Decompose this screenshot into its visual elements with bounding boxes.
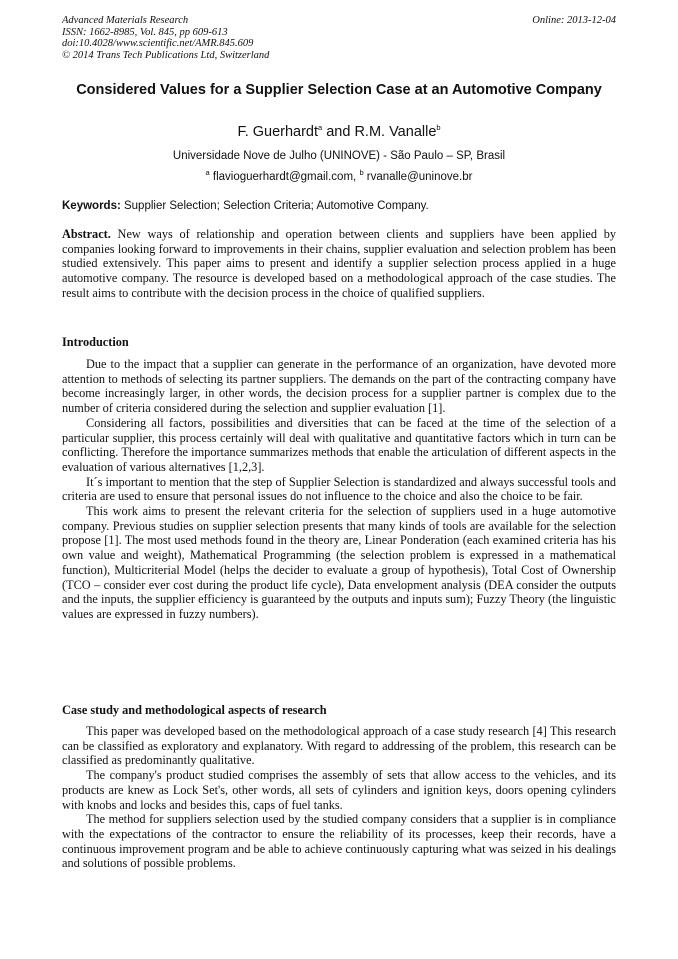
issn-line: ISSN: 1662-8985, Vol. 845, pp 609-613 [62, 26, 228, 38]
email-a-mark: a [205, 168, 210, 178]
abstract-label: Abstract. [62, 227, 111, 241]
author-emails [62, 170, 616, 185]
abstract [62, 227, 616, 301]
online-date: Online: 2013-12-04 [532, 15, 616, 26]
affiliation: Universidade Nove de Julho (UNINOVE) - São Paulo – SP, Brasil [172, 150, 506, 162]
introduction-heading: Introduction [62, 335, 129, 349]
case-study-heading: Case study and methodological aspects of research [62, 703, 327, 717]
keywords-label: Keywords: [62, 200, 121, 212]
case-study-paragraph: The company's product studied comprises the assembly of sets that allow access to the vehicles, and its products are knew as Lock Set's, other words, all sets of cylinders and ignition keys, doors opening cylinders with knobs and locks and besides this, caps of fuel tanks. [62, 768, 616, 812]
doi-line: doi:10.4028/www.scientific.net/AMR.845.609 [62, 38, 254, 49]
author-vanalle-affil-mark: b [436, 123, 441, 133]
author-vanalle: R.M. Vanalle [354, 124, 437, 140]
introduction-section [62, 357, 616, 622]
abstract-text: New ways of relationship and operation between clients and suppliers have been applied by companies looking forward to improvements in their chains, supplier evaluation and selection problem has been studied extensively. This paper aims to present and identify a supplier selection process applied in a huge automotive company. The resource is developed based on a methodological approach of the case studies. The result aims to contribute with the decision process in the choice of qualified suppliers. [62, 227, 616, 300]
keywords-text: Supplier Selection; Selection Criteria; Automotive Company. [120, 200, 429, 212]
author-conjunction: and [322, 124, 355, 140]
email-guerhardt: flavioguerhardt@gmail.com, [209, 171, 360, 183]
paper-title: Considered Values for a Supplier Selection Case at an Automotive Company [76, 82, 602, 98]
case-study-paragraph: The method for suppliers selection used by the studied company considers that a supplier is in compliance with the expectations of the contractor to ensure the reliability of its processes, keep their records, have a continuous improvement program and be able to achieve continuously capturing what was seized in his dealings and solutions of possible problems. [62, 812, 616, 871]
keywords [62, 199, 616, 214]
intro-paragraph: It´s important to mention that the step of Supplier Selection is standardized and always successful tools and criteria are used to ensure that personal issues do not influence to the choice and also the choice to be fair. [62, 474, 616, 504]
journal-name: Advanced Materials Research [62, 15, 189, 26]
intro-paragraph: Due to the impact that a supplier can generate in the performance of an organization, have devoted more attention to methods of selecting its partner suppliers. The demands on the part of the contracting company have become increasingly larger, in other words, the decision process for a supplier partner is complex due to the number of criteria considered during the selection and supplier evaluation [1]. [62, 357, 616, 416]
author-guerhardt-affil-mark: a [318, 123, 323, 133]
intro-paragraph: Considering all factors, possibilities and diversities that can be faced at the time of the selection of a particular supplier, this process certainly will deal with qualitative and quantitative factors which in turn can be conflicting. Therefore the importance summarizes methods that enable the articulation of different aspects in the evaluation of various alternatives [1,2,3]. [62, 415, 616, 474]
journal-header [62, 15, 616, 61]
email-vanalle: rvanalle@uninove.br [363, 171, 473, 183]
author-line [62, 123, 616, 141]
case-study-paragraph: This paper was developed based on the methodological approach of a case study research [4] This research can be classified as exploratory and explanatory. With regard to addressing of the problem, this research can be classified as predominantly qualitative. [62, 724, 616, 768]
email-b-mark: b [359, 168, 364, 178]
copyright-line: © 2014 Trans Tech Publications Ltd, Switzerland [62, 49, 270, 61]
case-study-section [62, 724, 616, 871]
intro-paragraph: This work aims to present the relevant criteria for the selection of suppliers used in a huge automotive company. Previous studies on supplier selection presents that many kinds of tools are available for the selection propose [1]. The most used methods found in the theory are, Linear Ponderation (each examined criteria has his own value and weight), Mathematical Programming (the selection problem is expressed in a mathematical function), Multicriterial Model (helps the decider to evaluate a group of hypothesis), Total Cost of Ownership (TCO – consider ever cost during the product life cycle), Data envelopment analysis (DEA consider the outputs and the inputs, the supplier efficiency is guaranteed by the outputs and inputs sum); Fuzzy Theory (the linguistic values are expressed in fuzzy numbers). [62, 504, 616, 621]
author-guerhardt: F. Guerhardt [237, 124, 319, 140]
